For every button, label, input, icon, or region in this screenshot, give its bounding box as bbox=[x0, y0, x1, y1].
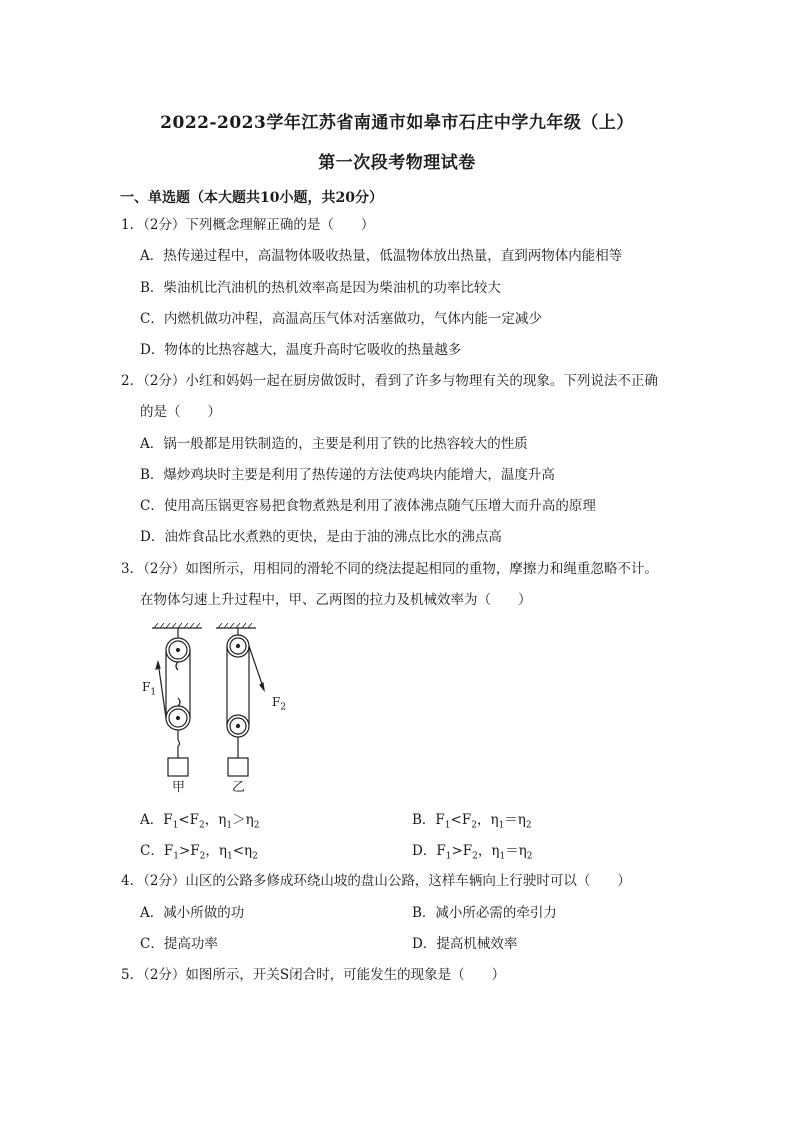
q3-option-c: C．$F_1>F_2$，$\eta_1<\eta_2$ bbox=[140, 843, 258, 862]
q2-option-d: D．油炸食品比水煮熟的更快，是由于油的沸点比水的沸点高 bbox=[140, 529, 502, 545]
q1-option-a: A．热传递过程中，高温物体吸收热量，低温物体放出热量，直到两物体内能相等 bbox=[140, 248, 623, 264]
q4-option-b: B．减小所必需的牵引力 bbox=[412, 905, 557, 921]
q1-option-c: C．内燃机做功冲程，高温高压气体对活塞做功，气体内能一定减少 bbox=[140, 311, 542, 327]
q3-option-b: B．$F_1<F_2$，$\eta_1=\eta_2$ bbox=[412, 812, 532, 831]
q2-option-a: A．锅一般都是用铁制造的，主要是利用了铁的比热容较大的性质 bbox=[140, 436, 528, 452]
pulley-jia bbox=[152, 623, 202, 776]
exam-title-line1: 2022-2023学年江苏省南通市如皋市石庄中学九年级（上） bbox=[160, 113, 634, 133]
q2-option-b: B．爆炒鸡块时主要是利用了热传递的方法使鸡块内能增大，温度升高 bbox=[140, 467, 555, 483]
q3-stem-line2: 在物体匀速上升过程中，甲、乙两图的拉力及机械效率为（ ） bbox=[140, 592, 532, 608]
q3-option-a: A．$F_1<F_2$，$\eta_1>\eta_2$ bbox=[140, 812, 260, 831]
label-yi: 乙 bbox=[232, 780, 246, 795]
pulley-yi bbox=[216, 623, 264, 776]
label-f1: $F_1$ bbox=[142, 680, 157, 698]
section-heading: 一、单选题（本大题共10小题，共20分） bbox=[120, 190, 383, 206]
q2-stem-line2: 的是（ ） bbox=[140, 404, 221, 420]
q1-option-b: B．柴油机比汽油机的热机效率高是因为柴油机的功率比较大 bbox=[140, 280, 501, 296]
pulley-figure bbox=[148, 620, 268, 800]
q4-option-c: C．提高功率 bbox=[140, 936, 218, 952]
q4-option-a: A．减小所做的功 bbox=[140, 905, 245, 921]
q3-stem-line1: 3．（2分）如图所示，用相同的滑轮不同的绕法提起相同的重物，摩擦力和绳重忽略不计。 bbox=[121, 561, 658, 577]
q1-stem: 1．（2分）下列概念理解正确的是（ ） bbox=[121, 217, 375, 233]
q3-option-d: D．$F_1>F_2$，$\eta_1=\eta_2$ bbox=[412, 843, 533, 862]
q4-stem: 4．（2分）山区的公路多修成环绕山坡的盘山公路，这样车辆向上行驶时可以（ ） bbox=[121, 873, 631, 889]
q4-option-d: D．提高机械效率 bbox=[412, 936, 518, 952]
q2-stem-line1: 2．（2分）小红和妈妈一起在厨房做饭时，看到了许多与物理有关的现象。下列说法不正确 bbox=[121, 373, 658, 389]
q5-stem: 5．（2分）如图所示，开关S闭合时，可能发生的现象是（ ） bbox=[121, 967, 506, 983]
q1-option-d: D．物体的比热容越大，温度升高时它吸收的热量越多 bbox=[140, 342, 462, 358]
exam-title-line2: 第一次段考物理试卷 bbox=[318, 153, 476, 173]
q2-option-c: C．使用高压锅更容易把食物煮熟是利用了液体沸点随气压增大而升高的原理 bbox=[140, 498, 596, 514]
label-jia: 甲 bbox=[172, 780, 186, 795]
label-f2: $F_2$ bbox=[272, 695, 287, 713]
